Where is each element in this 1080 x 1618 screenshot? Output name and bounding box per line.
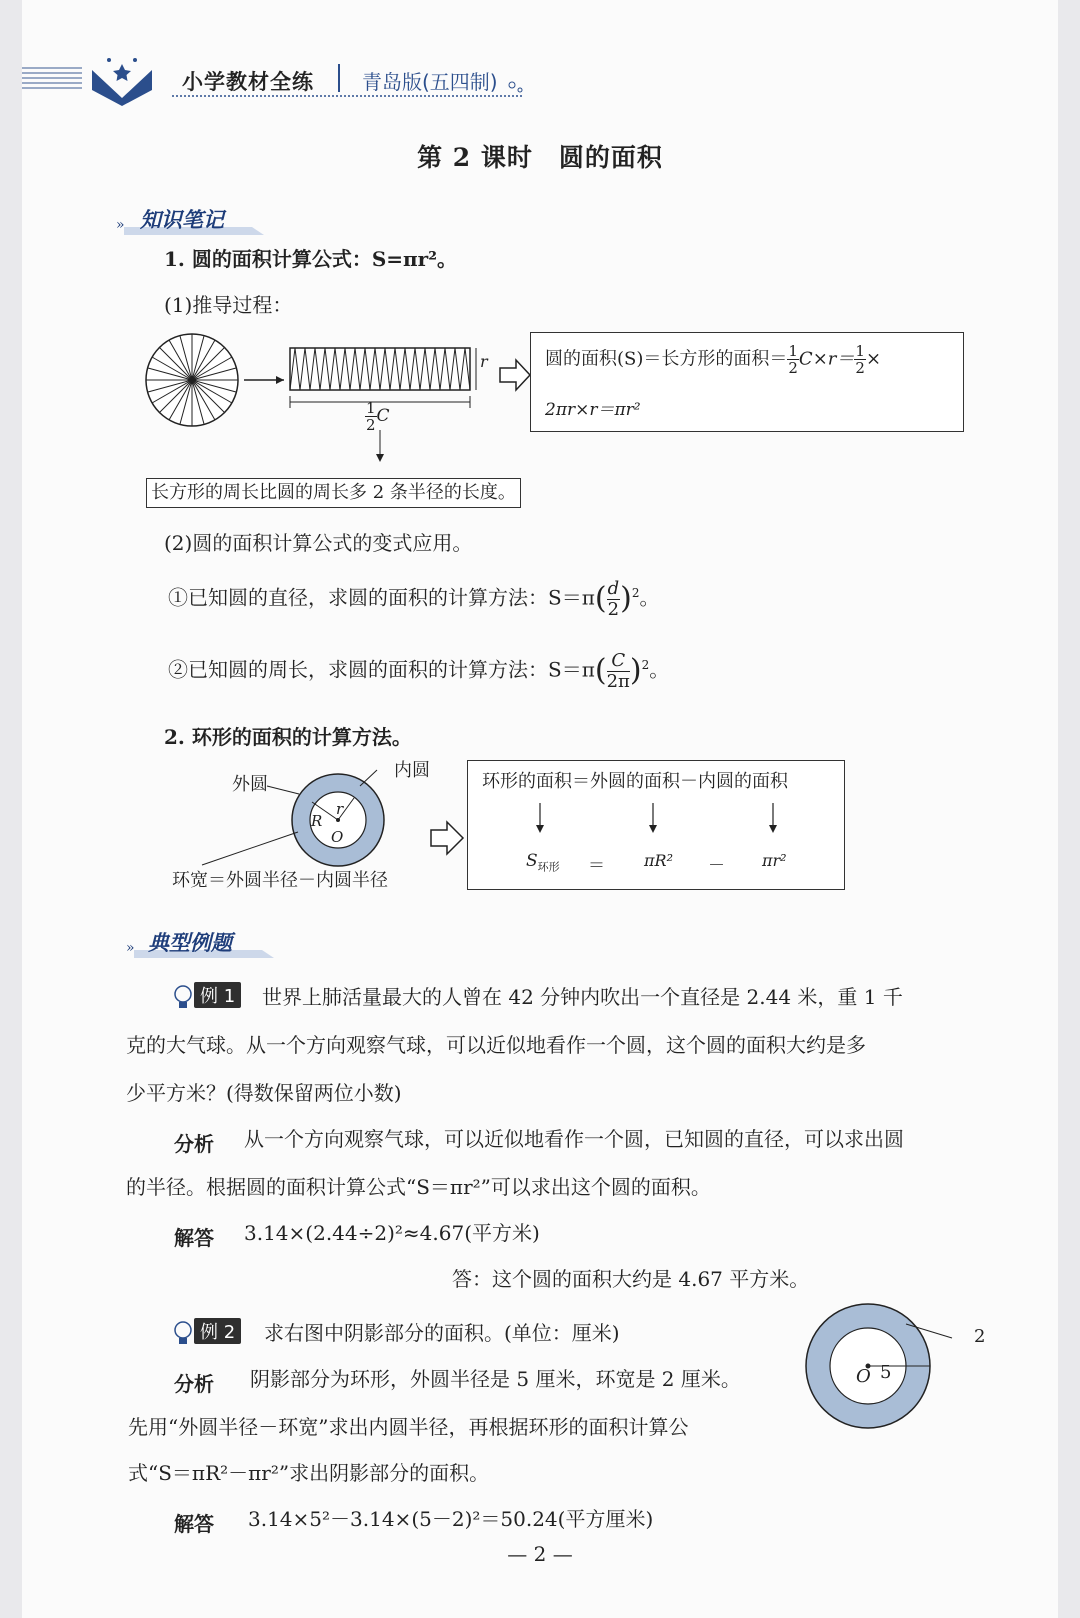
example2-fig-O: O: [856, 1366, 871, 1387]
lesson-title: 第 2 课时 圆的面积: [417, 143, 663, 172]
page: [22, 0, 1058, 1618]
variant1: ①已知圆的直径，求圆的面积的计算方法：S＝π( $\frac{d}{2}$ )$^2$。: [168, 577, 660, 620]
point2-title: 2. 环形的面积的计算方法。: [164, 725, 412, 749]
rect-bottom-label: $\frac{1}{2}$ C: [366, 399, 390, 434]
sector-circle: [146, 334, 238, 426]
ring-outer-label: 外圆: [232, 774, 268, 795]
example2-fig-2: 2: [974, 1326, 986, 1347]
lightbulb-icon: [172, 984, 194, 1012]
example1-line2: 克的大气球。从一个方向观察气球，可以近似地看作一个圆，这个圆的面积大约是多: [126, 1033, 866, 1057]
formula-line2: 2πr×r＝πr²: [545, 400, 641, 420]
example2-answer-label: 解答: [174, 1512, 214, 1536]
ring-O-label: O: [331, 828, 344, 846]
ring-width-note: 环宽＝外圆半径－内圆半径: [172, 870, 388, 891]
example2-analysis-label: 分析: [174, 1372, 214, 1396]
ring-formula-top: 环形的面积＝外圆的面积－内圆的面积: [482, 771, 788, 792]
example1-answer-text: 答：这个圆的面积大约是 4.67 平方米。: [452, 1267, 810, 1291]
section-examples: 典型例题: [148, 931, 232, 955]
lightbulb-icon: [172, 1320, 194, 1348]
section-knowledge: 知识笔记: [140, 208, 224, 232]
example1-line3: 少平方米？(得数保留两位小数): [126, 1081, 402, 1105]
example1-analysis-line1: 从一个方向观察气球，可以近似地看作一个圆，已知圆的直径，可以求出圆: [244, 1127, 904, 1151]
ring-piR2: πR²: [644, 851, 673, 870]
page-number: — 2 —: [507, 1542, 573, 1566]
header-divider: [338, 64, 340, 92]
example1-badge: 例 1: [172, 982, 241, 1012]
perimeter-note: 长方形的周长比圆的周长多 2 条半径的长度。: [151, 482, 516, 503]
ring-R-label: R: [311, 812, 323, 830]
example1-answer-calc: 3.14×(2.44÷2)²≈4.67(平方米): [244, 1221, 540, 1245]
arrow-right-icon: [500, 360, 530, 390]
example1-analysis-label: 分析: [174, 1132, 214, 1156]
variant-label: (2)圆的面积计算公式的变式应用。: [164, 531, 473, 555]
formula-box: [530, 332, 964, 432]
example2-analysis-line1: 阴影部分为环形，外圆半径是 5 厘米，环宽是 2 厘米。: [250, 1367, 741, 1391]
example2-answer-calc: 3.14×5²－3.14×(5－2)²＝50.24(平方厘米): [248, 1507, 654, 1531]
derivation-label: (1)推导过程：: [164, 293, 293, 317]
ring-r-label: r: [336, 800, 344, 818]
example2-analysis-line3: 式“S＝πR²－πr²”求出阴影部分的面积。: [128, 1461, 490, 1485]
example2-fig-5: 5: [880, 1362, 892, 1383]
zigzag-rectangle: [290, 348, 470, 390]
ring-minus: －: [708, 856, 725, 876]
perimeter-note-box: [146, 478, 521, 508]
ring-S: $S_{环形}$: [526, 851, 560, 874]
example1-line1: 世界上肺活量最大的人曾在 42 分钟内吹出一个直径是 2.44 米，重 1 千: [262, 985, 903, 1009]
edition-label: 青岛版(五四制): [362, 70, 498, 94]
rect-side-r: r: [480, 352, 488, 371]
example2-analysis-line2: 先用“外圆半径－环宽”求出内圆半径，再根据环形的面积计算公: [128, 1415, 689, 1439]
ring-eq: ＝: [588, 856, 605, 876]
svg-text:»: »: [116, 217, 125, 233]
book-title: 小学教材全练: [182, 70, 314, 94]
example1-answer-label: 解答: [174, 1226, 214, 1250]
example2-line1: 求右图中阴影部分的面积。(单位：厘米): [264, 1321, 620, 1345]
example2-badge: 例 2: [172, 1318, 241, 1348]
ring-pir2: πr²: [762, 851, 787, 870]
ring-inner-label: 内圆: [394, 760, 430, 781]
point1-title: 1. 圆的面积计算公式：S=πr²。: [164, 247, 457, 271]
example2-ring-figure: [802, 1300, 1022, 1440]
svg-text:»: »: [126, 940, 135, 956]
arrow-right-icon: [427, 820, 467, 856]
ring-formula-box: [467, 760, 845, 890]
example1-analysis-line2: 的半径。根据圆的面积计算公式“S＝πr²”可以求出这个圆的面积。: [126, 1175, 711, 1199]
variant2: ②已知圆的周长，求圆的面积的计算方法：S＝π( $\frac{C}{2\pi}$ )$^2$。: [168, 649, 670, 692]
formula-line1: 圆的面积(S)＝长方形的面积＝ $\frac{1}{2}$ C×r＝ $\frac{1}{2}$ ×: [545, 342, 882, 377]
